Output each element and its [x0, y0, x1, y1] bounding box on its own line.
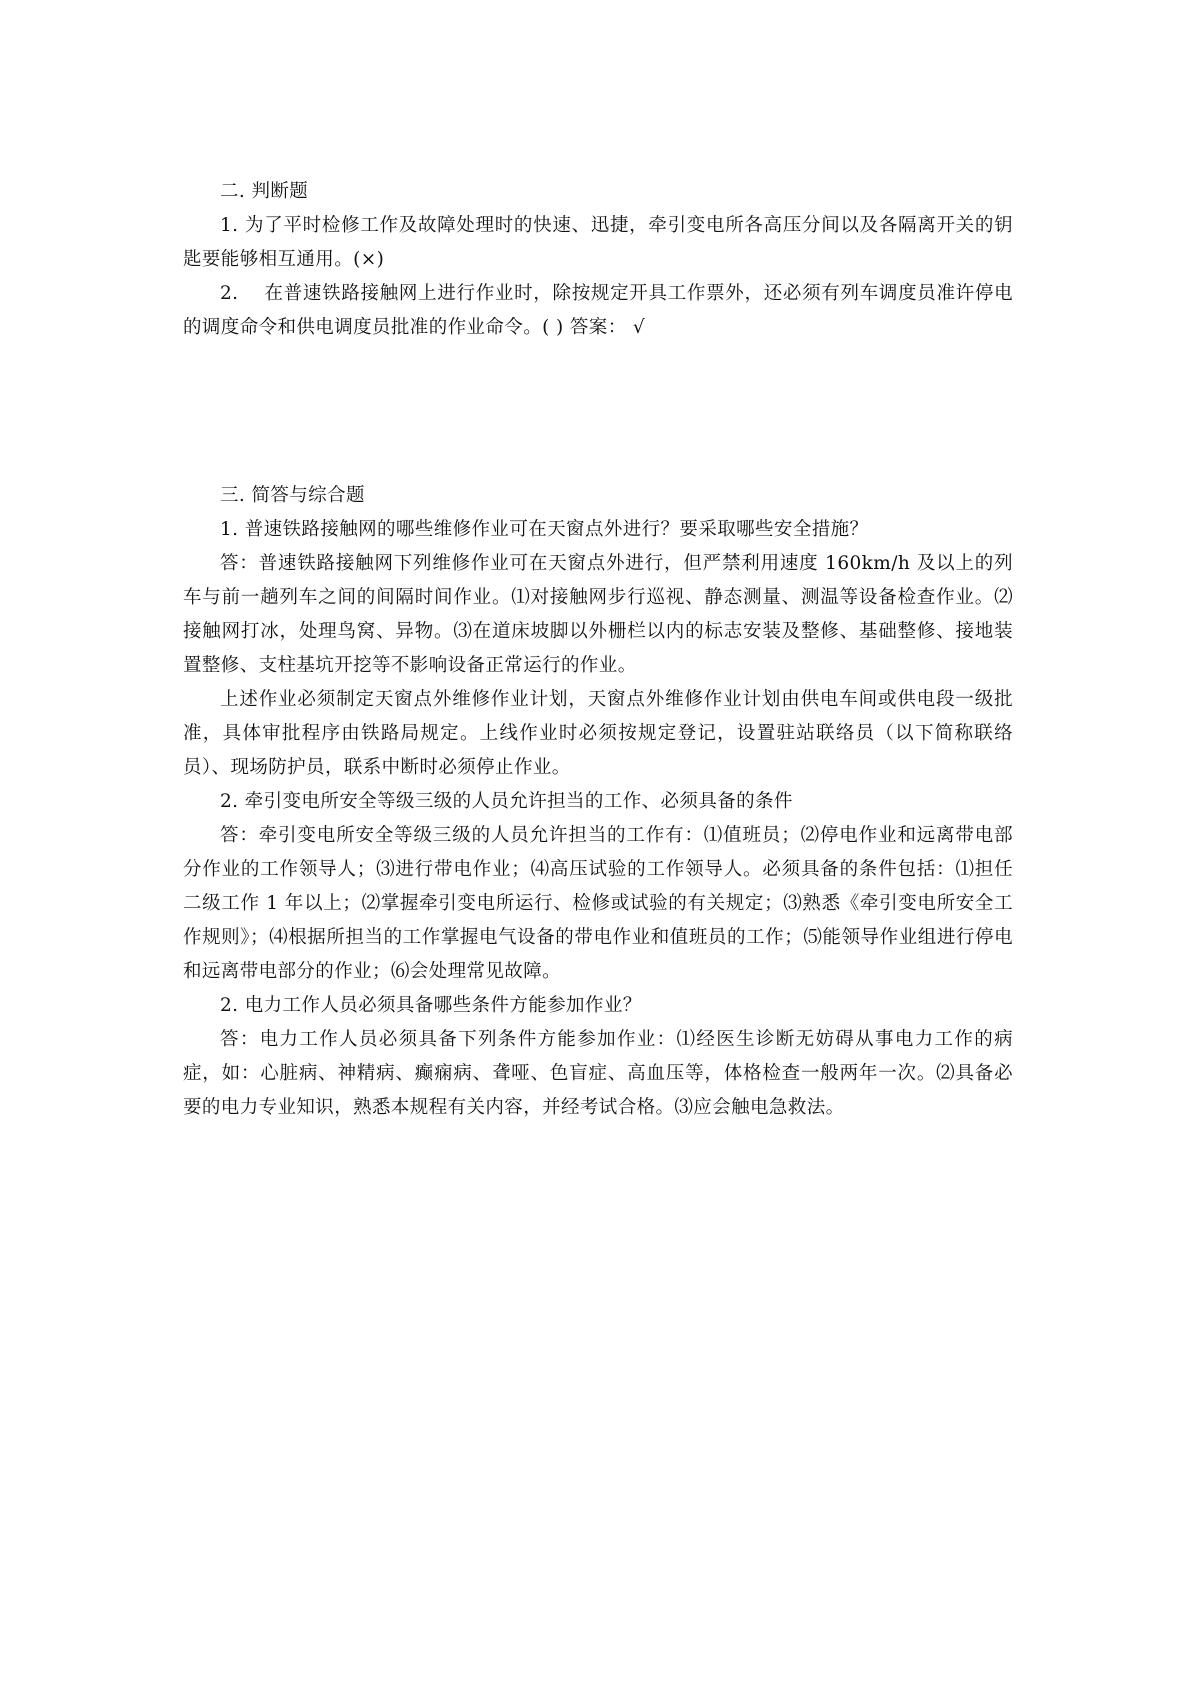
answer-paragraph: 答：普速铁路接触网下列维修作业可在天窗点外进行，但严禁利用速度 160km/h 及以上的列车与前一趟列车之间的间隔时间作业。⑴对接触网步行巡视、静态测量、测温等设备检查作业。⑵接触网打冰，处理鸟窝、异物。⑶在道床坡脚以外栅栏以内的标志安装及整修、基础整修、接地装置整修、支柱基坑开挖等不影响设备正常运行的作业。: [183, 553, 1013, 676]
question-paragraph: 2. 在普速铁路接触网上进行作业时，除按规定开具工作票外，还必须有列车调度员准许停电的调度命令和供电调度员批准的作业命令。( ) 答案： √: [183, 283, 1013, 338]
answer-paragraph: 答：牵引变电所安全等级三级的人员允许担当的工作有：⑴值班员；⑵停电作业和远离带电部分作业的工作领导人；⑶进行带电作业；⑷高压试验的工作领导人。必须具备的条件包括：⑴担任二级工作 1 年以上；⑵掌握牵引变电所运行、检修或试验的有关规定；⑶熟悉《牵引变电所安全工作规则》；⑷根据所担当的工作掌握电气设备的带电作业和值班员的工作；⑸能领导作业组进行停电和远离带电部分的作业；⑹会处理常见故障。: [183, 825, 1013, 982]
answer-paragraph: 上述作业必须制定天窗点外维修作业计划，天窗点外维修作业计划由供电车间或供电段一级批准，具体审批程序由铁路局规定。上线作业时必须按规定登记，设置驻站联络员（以下简称联络员）、现场防护员，联系中断时必须停止作业。: [183, 689, 1013, 778]
question-paragraph: 2. 电力工作人员必须具备哪些条件方能参加作业？: [220, 995, 642, 1016]
question-paragraph: 1. 为了平时检修工作及故障处理时的快速、迅捷，牵引变电所各高压分间以及各隔离开关的钥匙要能够相互通用。(×): [183, 215, 1013, 270]
section-true-false: [183, 175, 1013, 345]
section-short-answer: [183, 479, 1013, 1125]
answer-paragraph: 答：电力工作人员必须具备下列条件方能参加作业：⑴经医生诊断无妨碍从事电力工作的病症，如：心脏病、神精病、癫痫病、聋哑、色盲症、高血压等，体格检查一般两年一次。⑵具备必要的电力专业知识，熟悉本规程有关内容，并经考试合格。⑶应会触电急救法。: [183, 1029, 1013, 1118]
section-heading: 三. 简答与综合题: [220, 485, 365, 506]
document-page: [183, 175, 1013, 1125]
question-paragraph: 1. 普速铁路接触网的哪些维修作业可在天窗点外进行？要采取哪些安全措施？: [220, 519, 869, 540]
question-paragraph: 2. 牵引变电所安全等级三级的人员允许担当的工作、必须具备的条件: [220, 791, 793, 812]
section-heading: 二. 判断题: [220, 181, 309, 202]
